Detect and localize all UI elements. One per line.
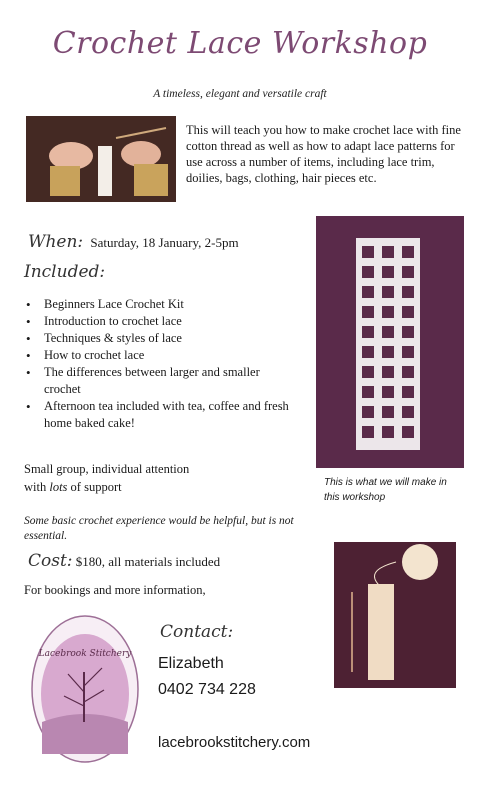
contact-label: Contact: [160, 622, 234, 642]
list-item: • The differences between larger and smaller crochet [24, 364, 294, 398]
list-item: • Beginners Lace Crochet Kit [24, 296, 294, 313]
cost-row [28, 551, 220, 571]
small-group-line2: with lots of support [24, 480, 122, 494]
when-value: Saturday, 18 January, 2-5pm [90, 235, 239, 250]
crochet-yarn-photo [334, 542, 456, 688]
logo-text: Lacebrook Stitchery [38, 649, 132, 659]
list-item: • Techniques & styles of lace [24, 330, 294, 347]
logo-emblem [30, 614, 140, 764]
lacebrook-logo [30, 614, 140, 764]
list-item: • How to crochet lace [24, 347, 294, 364]
cost-value: $180, all materials included [75, 554, 221, 569]
included-label: Included: [24, 262, 106, 282]
photo-caption: This is what we will make in this workshop [324, 477, 447, 503]
when-row [28, 232, 239, 252]
intro-paragraph: This will teach you how to make crochet lace with fine cotton thread as well as how to adapt lace patterns for use across a number of items, including lace trim, doilies, bags, clothing, hair pieces etc. [186, 123, 461, 185]
contact-phone: 0402 734 228 [158, 681, 256, 698]
emphasis-lots: lots [49, 480, 68, 494]
included-list [24, 296, 294, 432]
list-item: • Afternoon tea included with tea, coffee and fresh home baked cake! [24, 398, 294, 432]
page-title: Crochet Lace Workshop [52, 26, 428, 61]
small-group-note [24, 460, 294, 496]
list-item: • Introduction to crochet lace [24, 313, 294, 330]
page-subtitle: A timeless, elegant and versatile craft [153, 88, 327, 100]
cost-label: Cost: [28, 551, 73, 571]
experience-note: Some basic crochet experience would be helpful, but is not essential. [24, 515, 294, 542]
website-link[interactable]: lacebrookstitchery.com [158, 734, 311, 751]
contact-name: Elizabeth [158, 655, 224, 672]
small-group-line1: Small group, individual attention [24, 462, 190, 476]
when-label: When: [28, 232, 84, 252]
bookings-text: For bookings and more information, [24, 583, 206, 597]
lace-bookmark-photo [316, 216, 464, 468]
hands-crocheting-photo [26, 116, 176, 202]
